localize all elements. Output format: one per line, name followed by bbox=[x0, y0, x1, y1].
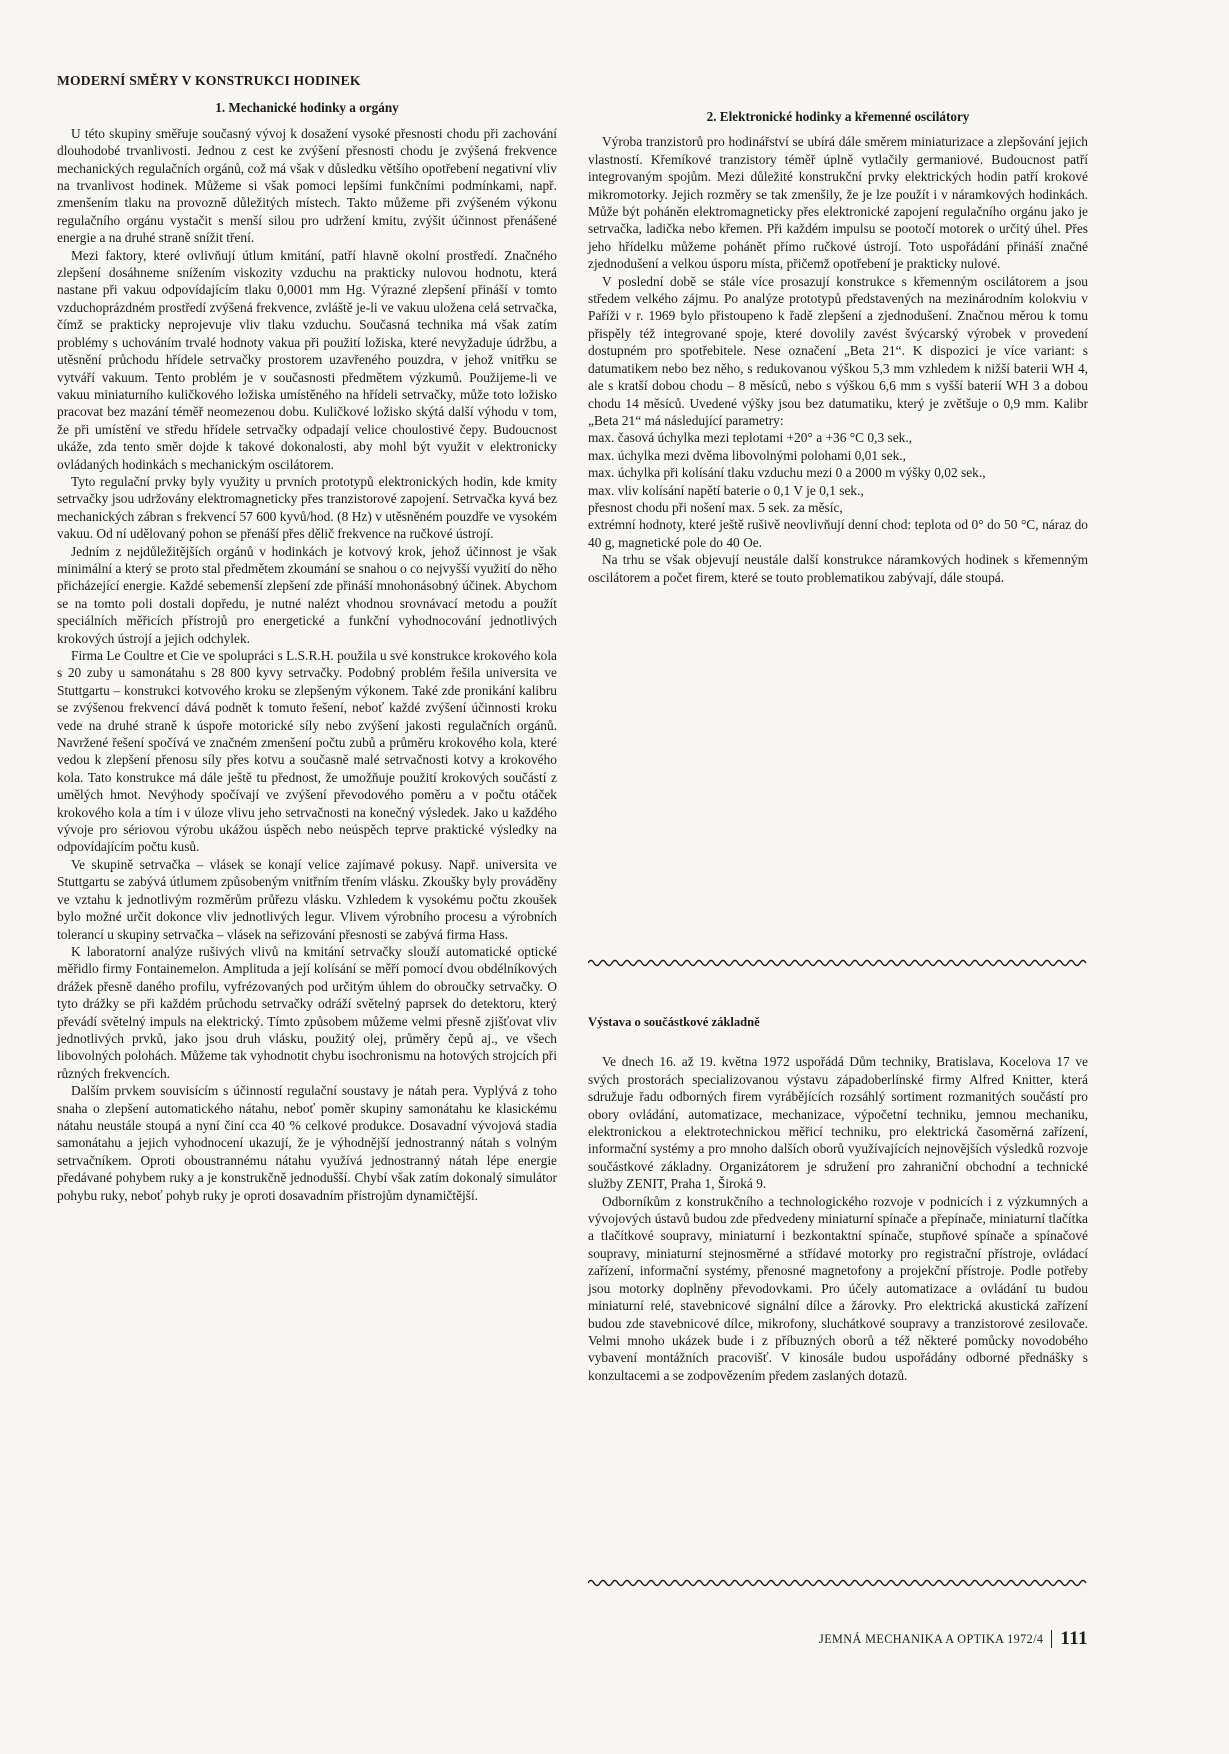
paragraph: Dalším prvkem souvisícím s účinností regulační soustavy je nátah pera. Vyplývá z toho snaha o zlepšení automatického nátahu, neboť poměr skupiny samonátahu ke klasickému nátahu neustále stoupá a nyní činí cca 40 % celkové produkce. Dosavadní vývojová stadia samonátahu a jejich vyhodnocení ukazují, že je výhodnější jednostranný nátah s volným setrvačníkem. Oproti oboustrannému nátahu využívá jednostranný nátah lépe energie předávané pohybem ruky a je konstrukčně jednodušší. Chybí však zatím dokonalý simulátor pohybu ruky, neboť pohyb ruky je oproti dosavadním přístrojům dynamičtější. bbox=[57, 1083, 557, 1203]
right-column bbox=[588, 108, 1088, 586]
paragraph: Odborníkům z konstrukčního a technologického rozvoje v podnicích i z výzkumných a vývojových ústavů budou zde předvedeny miniaturní spínače a přepínače, miniaturní tlačítka a tlačítkové soupravy, miniaturní i bezkontaktní spínače, stupňové spínače a spínačové soupravy, miniaturní stejnosměrné a střídavé motorky pro registrační přístroje, ovládací zařízení, informační systémy, přenosné magnetofony a projekční přístroje. Podle potřeby jsou motorky doplněny převodovkami. Pro účely automatizace a ovládání tu budou miniaturní relé, stavebnicové signální dílce a žárovky. Pro elektrická akustická zařízení budou zde stavebnicové dílce, mikrofony, sluchátkové soupravy a tranzistorové zesilovače. Velmi mnoho ukázek bude i z příbuzných oborů a též některé pomůcky novodobého vybavení montážních pracovišť. V kinosále budou uspořádány odborné přednášky s konzultacemi a se zodpovězením předem zaslaných dotazů. bbox=[588, 1193, 1088, 1383]
footer-separator bbox=[1051, 1630, 1052, 1648]
paragraph: Tyto regulační prvky byly využity u prvních prototypů elektronických hodin, kde kmity setrvačky jsou udržovány elektromagneticky přes tranzistorové zapojení. Setrvačka kyvá bez mechanických zábran s frekvencí 57 600 kyvů/hod. (8 Hz) v utěsněném pouzdře ve vysokém vakuu. Od ní udělovaný pohon se přenáší přes dělič frekvence na ručkové ústrojí. bbox=[57, 473, 557, 542]
article-title: MODERNÍ SMĚRY V KONSTRUKCI HODINEK bbox=[57, 73, 361, 88]
journal-name: JEMNÁ MECHANIKA A OPTIKA 1972/4 bbox=[819, 1631, 1044, 1646]
paragraph: Ve dnech 16. až 19. května 1972 uspořádá Dům techniky, Bratislava, Kocelova 17 ve svých prostorách specializovanou výstavu západoberlínské firmy Alfred Knitter, která sdružuje řadu odborných firem vyrábějících rozsáhlý sortiment rozmanitých součástí pro obory ovládání, automatizace, mechanizace, výpočetní techniku, jemnou mechaniku, elektronickou a elektrotechnickou měřicí techniku, pro elektrická časoměrná zařízení, informační systémy a pro mnoho dalších oborů využívajících nejnovějších výsledků rozvoje součástkové základny. Organizátorem je sdružení pro zahraniční obchodní a technické služby ZENIT, Praha 1, Široká 9. bbox=[588, 1054, 1088, 1192]
paragraph: Mezi faktory, které ovlivňují útlum kmitání, patří hlavně okolní prostředí. Značného zlepšení dosáhneme snížením viskozity vzduchu na prakticky nulovou hodnotu, která nastane při vakuu odpovídajícím tlaku 0,0001 mm Hg. Výrazné zlepšení přináší v tomto vzduchoprázdném prostředí zvýšená frekvence, zvláště je-li ve vakuu uložena celá setrvačka, čímž se prakticky neprojevuje vliv tlaku vzduchu. Současná technika má však zatím problémy s uchováním trvalé hodnoty vakua při použití ložiska, které nevyžaduje údržbu, a utěsnění průchodu hřídele setrvačky prostorem uzavřeného pouzdra, v jehož vnitřku se vytváří vakuum. Tento problém je v současnosti předmětem výzkumů. Použijeme-li ve vakuu miniaturního kuličkového ložiska umístěného na hřídeli setrvačky, může toto ložisko pracovat bez mazání téměř neomezenou dobu. Kuličkové ložisko skýtá další výhodu v tom, že při umístění ve středu hřídele setrvačky odpadají velice choulostivé čepy. Budoucnost ukáže, zda tento směr dojde k takové dokonalosti, aby mohl být využit v elektronicky ovládaných hodinkách s mechanickým oscilátorem. bbox=[57, 247, 557, 472]
parameter-line: max. vliv kolísání napětí baterie o 0,1 V je 0,1 sek., bbox=[588, 482, 864, 498]
parameter-line: max. časová úchylka mezi teplotami +20° a +36 °C 0,3 sek., bbox=[588, 430, 913, 446]
exhibition-notice bbox=[588, 1014, 1088, 1384]
paragraph: K laboratorní analýze rušivých vlivů na kmitání setrvačky slouží automatické optické měřidlo firmy Fontainemelon. Amplituda a její kolísání se měří pomocí dvou obdélníkových drážek přesně daného profilu, vyfrézovaných pod určitým úhlem do obroučky setrvačky. O tyto drážky se při každém průchodu setrvačky odráží světelný paprsek do detektoru, který převádí světelný impuls na elektrický. Tímto způsobem můžeme velmi přesně zjišťovat vliv jednotlivých prvků, jako jsou druh vlásku, použitý olej, průměry čepů aj., ve všech libovolných polohách. Můžeme tak vyhodnotit chybu isochronismu na hotových strojcích při různých frekvencích. bbox=[57, 943, 557, 1081]
parameter-line: extrémní hodnoty, které ještě rušivě neovlivňují denní chod: teplota od 0° do 50 °C, náraz do 40 g, magnetické pole do 40 Oe. bbox=[588, 517, 1088, 550]
paragraph: U této skupiny směřuje současný vývoj k dosažení vysoké přesnosti chodu při zachování dlouhodobé trvanlivosti. Jednou z cest ke zvýšení přesnosti chodu je zvýšená frekvence mechanických regulačních orgánů, což má však v důsledku většího opotřebení negativní vliv na trvanlivost hodinek. Můžeme si však pomoci lepšími funkčními podmínkami, např. zmenšením tlaku na provozně důležitých místech. Takto můžeme při zvýšeném výkonu regulačního orgánu vystačit s menší silou pro udržení kmitu, zvýšit účinnost přenášené energie a na druhé straně snížit tření. bbox=[57, 125, 557, 246]
paragraph: Ve skupině setrvačka – vlásek se konají velice zajímavé pokusy. Např. universita ve Stuttgartu se zabývá útlumem způsobeným vnitřním třením vlásku. Zkoušky byly prováděny ve vztahu k jednotlivým rozměrům průřezu vlásku. Vzhledem k vysokému počtu zkoušek bylo možné určit dokonce vliv jednotlivých legur. Vlivem výrobního procesu a výrobních tolerancí u skupiny setrvačka – vlásek na seřizování přesnosti se zabývá firma Hass. bbox=[57, 856, 557, 942]
exhibition-title: Výstava o součástkové základně bbox=[588, 1015, 760, 1029]
page-number: 111 bbox=[1060, 1628, 1088, 1649]
wavy-divider-bottom bbox=[588, 1578, 1088, 1588]
paragraph: Na trhu se však objevují neustále další konstrukce náramkových hodinek s křemenným oscilátorem a počet firem, které se touto problematikou zabývají, dále stoupá. bbox=[588, 552, 1088, 585]
section-1-heading: 1. Mechanické hodinky a orgány bbox=[215, 100, 399, 116]
page-footer bbox=[770, 1628, 1088, 1650]
wavy-divider-top bbox=[588, 958, 1088, 968]
paragraph: Firma Le Coultre et Cie ve spolupráci s L.S.R.H. použila u své konstrukce krokového kola s 20 zuby u samonátahu s 28 800 kyvy setrvačky. Podobný problém řešila universita ve Stuttgartu – konstrukci kotvového kroku se zlepšeným výkonem. Také zde pronikání kalibru se zvýšenou frekvencí dává podnět k tomuto řešení, neboť každé zvýšení účinnosti kroku vede na druhé straně k úspoře motorické síly nebo zvýšení jakosti regulačních orgánů. Navržené řešení spočívá ve značném zmenšení počtu zubů a průměru krokového kola, které vedou k zlepšení přenosu síly přes kotvu a současně malé setrvačnosti kotvy a krokového kola. Tato konstrukce má dále ještě tu přednost, že umožňuje použití krokových součástí z umělých hmot. Nevýhody spočívají ve zvýšení převodového poměru a v počtu otáček krokového kola a tím i v úloze vlivu jeho setrvačnosti na konečný výsledek. Jako u každého vývoje pro sériovou výrobu ukážou úspěch nebo neúspěch teprve praktické výsledky na odpovídajícím počtu kusů. bbox=[57, 648, 557, 855]
paragraph: V poslední době se stále více prosazují konstrukce s křemenným oscilátorem a jsou středem velkého zájmu. Po analýze prototypů představených na mezinárodním kolokviu v Paříži v r. 1969 bylo přistoupeno k řadě zlepšení a zjednodušení. Značnou měrou k tomu přispěly též integrované spoje, které dovolily zavést švýcarský výrobek v provedení dostupném pro spotřebitele. Nese označení „Beta 21“. K dispozici je více variant: s datumatikem nebo bez něho, s redukovanou výškou 5,3 mm vzhledem k nižší baterii WH 4, ale s kratší dobou chodu – 8 měsíců, nebo s výškou 6,6 mm s vyšší baterií WH 3 a dobou chodu 14 měsíců. Uvedené výšky jsou bez datumatiku, který je zvětšuje o 0,9 mm. Kalibr „Beta 21“ má následující parametry: bbox=[588, 273, 1088, 428]
parameter-line: max. úchylka mezi dvěma libovolnými polohami 0,01 sek., bbox=[588, 447, 906, 463]
parameter-line: max. úchylka při kolísání tlaku vzduchu mezi 0 a 2000 m výšky 0,02 sek., bbox=[588, 465, 986, 481]
left-column bbox=[57, 72, 557, 1204]
parameter-line: přesnost chodu při nošení max. 5 sek. za měsíc, bbox=[588, 499, 843, 515]
paragraph: Jedním z nejdůležitějších orgánů v hodinkách je kotvový krok, jehož účinnost je však minimální a který se proto stal předmětem zkoumání se snahou o co nejvyšší využití do něho přicházející energie. Každé sebemenší zlepšení zde přináší mnohonásobný účinek. Abychom se na tomto poli dostali dopředu, je nutné nalézt vhodnou srovnávací metodu a použít speciálních měřicích přístrojů pro energetické a funkční vyhodnocování jednotlivých krokových ústrojí a jejich odchylek. bbox=[57, 543, 557, 646]
paragraph: Výroba tranzistorů pro hodinářství se ubírá dále směrem miniaturizace a zlepšování jejich vlastností. Křemíkové tranzistory téměř úplně vytlačily germaniové. Budoucnost patří integrovaným spojům. Mezi důležité konstrukční prvky elektrických hodin patří krokové mikromotorky. Jejich rozměry se tak zmenšily, že je lze použít i v náramkových hodinkách. Může být poháněn elektromagneticky přes elektronické zapojení regulačního orgánu jako je setrvačka, ladička nebo křemen. Při každém impulsu se pootočí motorek o určitý úhel. Přes jeho hřídelku můžeme pohánět přímo ručkové ústrojí. Toto uspořádání přináší značné zjednodušení a velkou úsporu místa, přičemž opotřebení je prakticky nulové. bbox=[588, 134, 1088, 272]
section-2-heading: 2. Elektronické hodinky a křemenné oscilátory bbox=[706, 109, 970, 124]
